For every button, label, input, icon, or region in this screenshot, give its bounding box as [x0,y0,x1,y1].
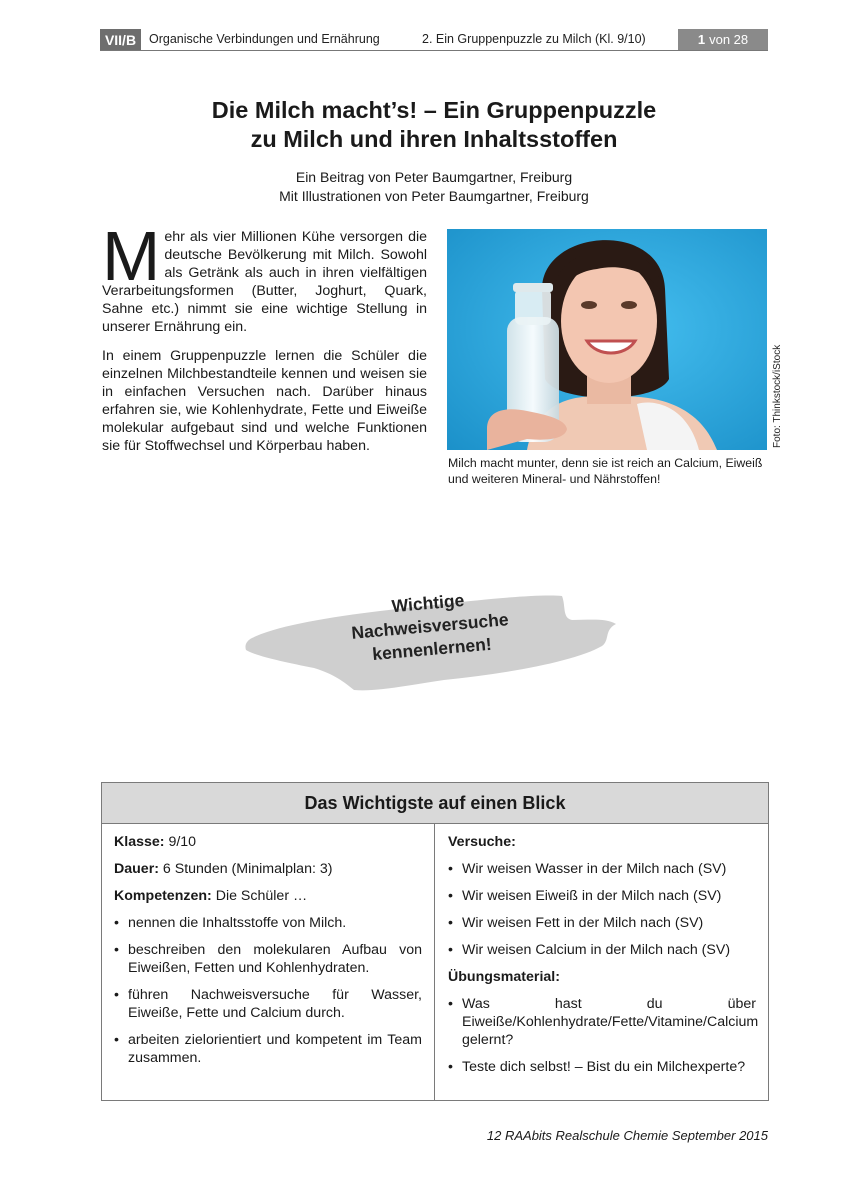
intro-text [102,217,427,465]
byline-author: Ein Beitrag von Peter Baumgartner, Freiburg [295,169,573,185]
klasse-row [114,833,422,851]
intro-paragraph-1 [102,217,427,337]
summary-left-column [114,833,422,1076]
chapter-title: Organische Verbindungen und Ernährung [149,32,380,46]
summary-heading: Das Wichtigste auf einen Blick [102,783,768,824]
section-tag: VII/B [100,29,141,50]
header-rule [100,50,768,51]
byline-illustrations: Mit Illustrationen von Peter Baumgartner, Freiburg [279,188,589,204]
versuch-item: • Wir weisen Wasser in der Milch nach (SV) [448,860,756,878]
banner-line-1: Wichtige [390,589,466,617]
milk-photo [447,229,767,450]
versuche-label-text: Versuche: [448,834,516,850]
photo-credit: Foto: Thinkstock/iStock [772,344,783,448]
versuch-item: • Wir weisen Eiweiß in der Milch nach (SV) [448,887,756,905]
versuch-item: • Wir weisen Calcium in der Milch nach (SV) [448,941,756,959]
page-title [100,96,768,154]
klasse-value: 9/10 [168,834,197,850]
summary-divider [434,824,435,1100]
summary-right-column [448,833,759,1085]
page-footer: 12 RAAbits Realschule Chemie September 2015 [486,1128,768,1143]
uebung-label-text: Übungsmaterial: [448,969,560,985]
klasse-label: Klasse: [114,834,165,850]
page-total: von 28 [709,32,749,47]
versuche-label [448,833,756,851]
title-line-2: zu Milch und ihren Inhaltsstoffen [250,126,618,152]
page-indicator [678,29,768,50]
kompetenz-item: • führen Nachweisversuche für Wasser, Eiweiße, Fette und Calcium durch. [114,986,422,1022]
banner-line-2: Nachweisversuche [350,609,510,643]
kompetenzen-label: Kompetenzen: [114,888,212,904]
drop-cap: M [102,217,161,295]
title-line-1: Die Milch macht’s! – Ein Gruppenpuzzle [211,97,657,123]
uebung-item: • Was hast du über Eiweiße/Kohlenhydrate/Fette/Vitamine/Calcium gelernt? [448,995,756,1049]
byline [100,168,768,206]
uebung-item: • Teste dich selbst! – Bist du ein Milchexperte? [448,1058,756,1076]
kompetenz-item: • arbeiten zielorientiert und kompetent im Team zusammen. [114,1031,422,1067]
running-header [100,29,768,51]
dauer-value: 6 Stunden (Minimalplan: 3) [162,861,333,877]
kompetenzen-row [114,887,422,905]
intro-paragraph-1-text: ehr als vier Millionen Kühe versorgen die deutsche Bevölkerung mit Milch. Sowohl als Getränk als auch in ihren vielfältigen Verarbeitungsformen (Butter, Joghurt, Quark, Sahne etc.) nimmt sie eine wichtige Stellung in unserer Ernährung ein. [102,229,427,336]
dauer-row [114,860,422,878]
versuch-item: • Wir weisen Fett in der Milch nach (SV) [448,914,756,932]
photo-caption: Milch macht munter, denn sie ist reich an Calcium, Eiweiß und weiteren Mineral- und Nährstoffen! [448,456,763,486]
intro-paragraph-2: In einem Gruppenpuzzle lernen die Schüler die einzelnen Milchbestandteile kennen und weisen sie in einfachen Versuchen nach. Darüber hinaus erfahren sie, wie Kohlenhydrate, Fette und Eiweiße molekular aufgebaut sind und welche Funktionen sie für Stoffwechsel und Körperbau haben. [102,347,427,455]
kompetenzen-value: Die Schüler … [215,888,308,904]
kompetenz-item: • beschreiben den molekularen Aufbau von Eiweißen, Fetten und Kohlenhydraten. [114,941,422,977]
dauer-label: Dauer: [114,861,159,877]
unit-title: 2. Ein Gruppenpuzzle zu Milch (Kl. 9/10) [422,32,646,46]
banner-line-3: kennenlernen! [371,633,493,665]
summary-box [101,782,769,1101]
uebung-label [448,968,756,986]
kompetenz-item: • nennen die Inhaltsstoffe von Milch. [114,914,422,932]
page-number: 1 [697,32,706,47]
photo-illustration [447,229,767,450]
